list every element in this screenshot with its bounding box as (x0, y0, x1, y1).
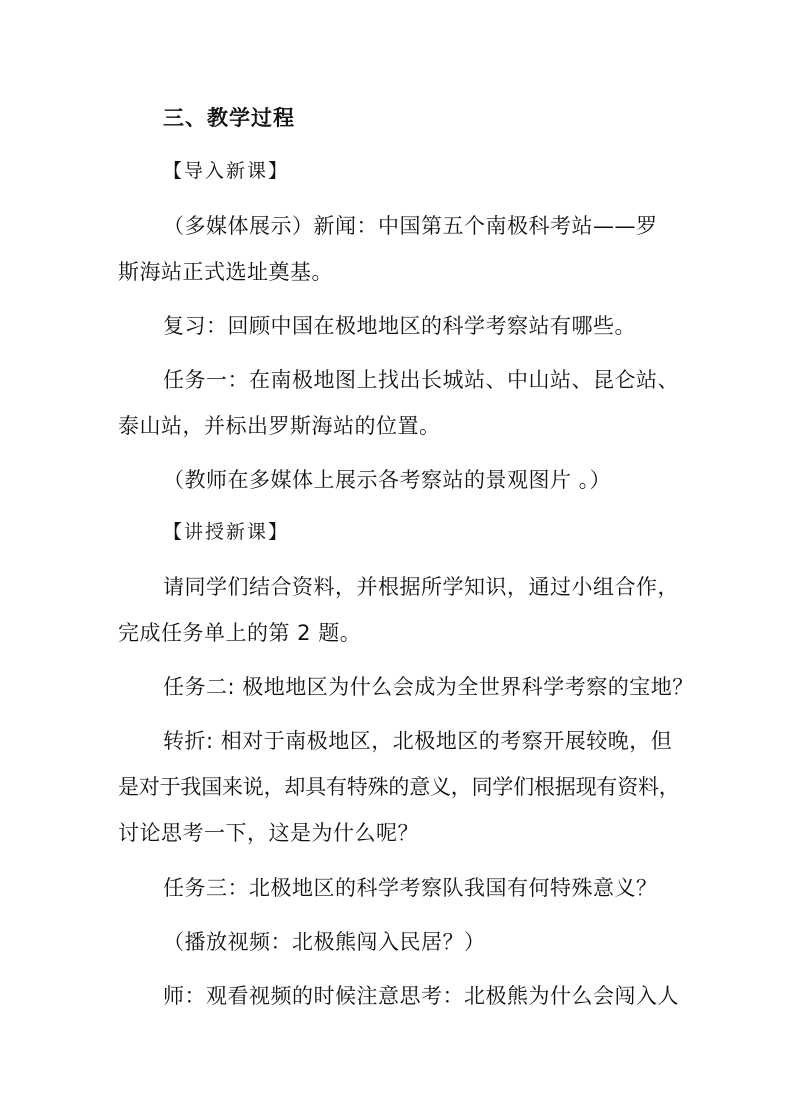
task-two: 任务二: 极地地区为什么会成为全世界科学考察的宝地？ (163, 675, 694, 699)
transition-line-2: 是对于我国来说，却具有特殊的意义，同学们根据现有资料， (118, 775, 680, 799)
task-one-line-2: 泰山站，并标出罗斯海站的位置。 (118, 414, 441, 438)
task-one-line-1: 任务一：在南极地图上找出长城站、中山站、昆仑站、 (163, 368, 679, 392)
video-note: （播放视频：北极熊闯入民居？） (163, 930, 486, 954)
task-three: 任务三：北极地区的科学考察队我国有何特殊意义？ (163, 876, 658, 900)
paragraph-group-line-2: 完成任务单上的第 2 题。 (118, 621, 362, 645)
paragraph-news-line-1: （多媒体展示）新闻：中国第五个南极科考站——罗 (163, 214, 658, 238)
lecture-label: 【讲授新课】 (163, 521, 290, 543)
paragraph-group-line-1: 请同学们结合资料，并根据所学知识，通过小组合作， (163, 575, 679, 599)
section-heading: 三、教学过程 (163, 106, 295, 130)
teacher-line: 师：观看视频的时候注意思考：北极熊为什么会闯入人 (163, 984, 679, 1008)
transition-line-3: 讨论思考一下，这是为什么呢？ (118, 821, 419, 845)
review-paragraph: 复习：回顾中国在极地地区的科学考察站有哪些。 (163, 314, 636, 338)
intro-label: 【导入新课】 (163, 160, 290, 182)
transition-line-1: 转折: 相对于南极地区，北极地区的考察开展较晚，但 (163, 729, 673, 753)
paragraph-news-line-2: 斯海站正式选址奠基。 (118, 260, 333, 284)
teacher-note: （教师在多媒体上展示各考察站的景观图片 。） (163, 468, 612, 492)
